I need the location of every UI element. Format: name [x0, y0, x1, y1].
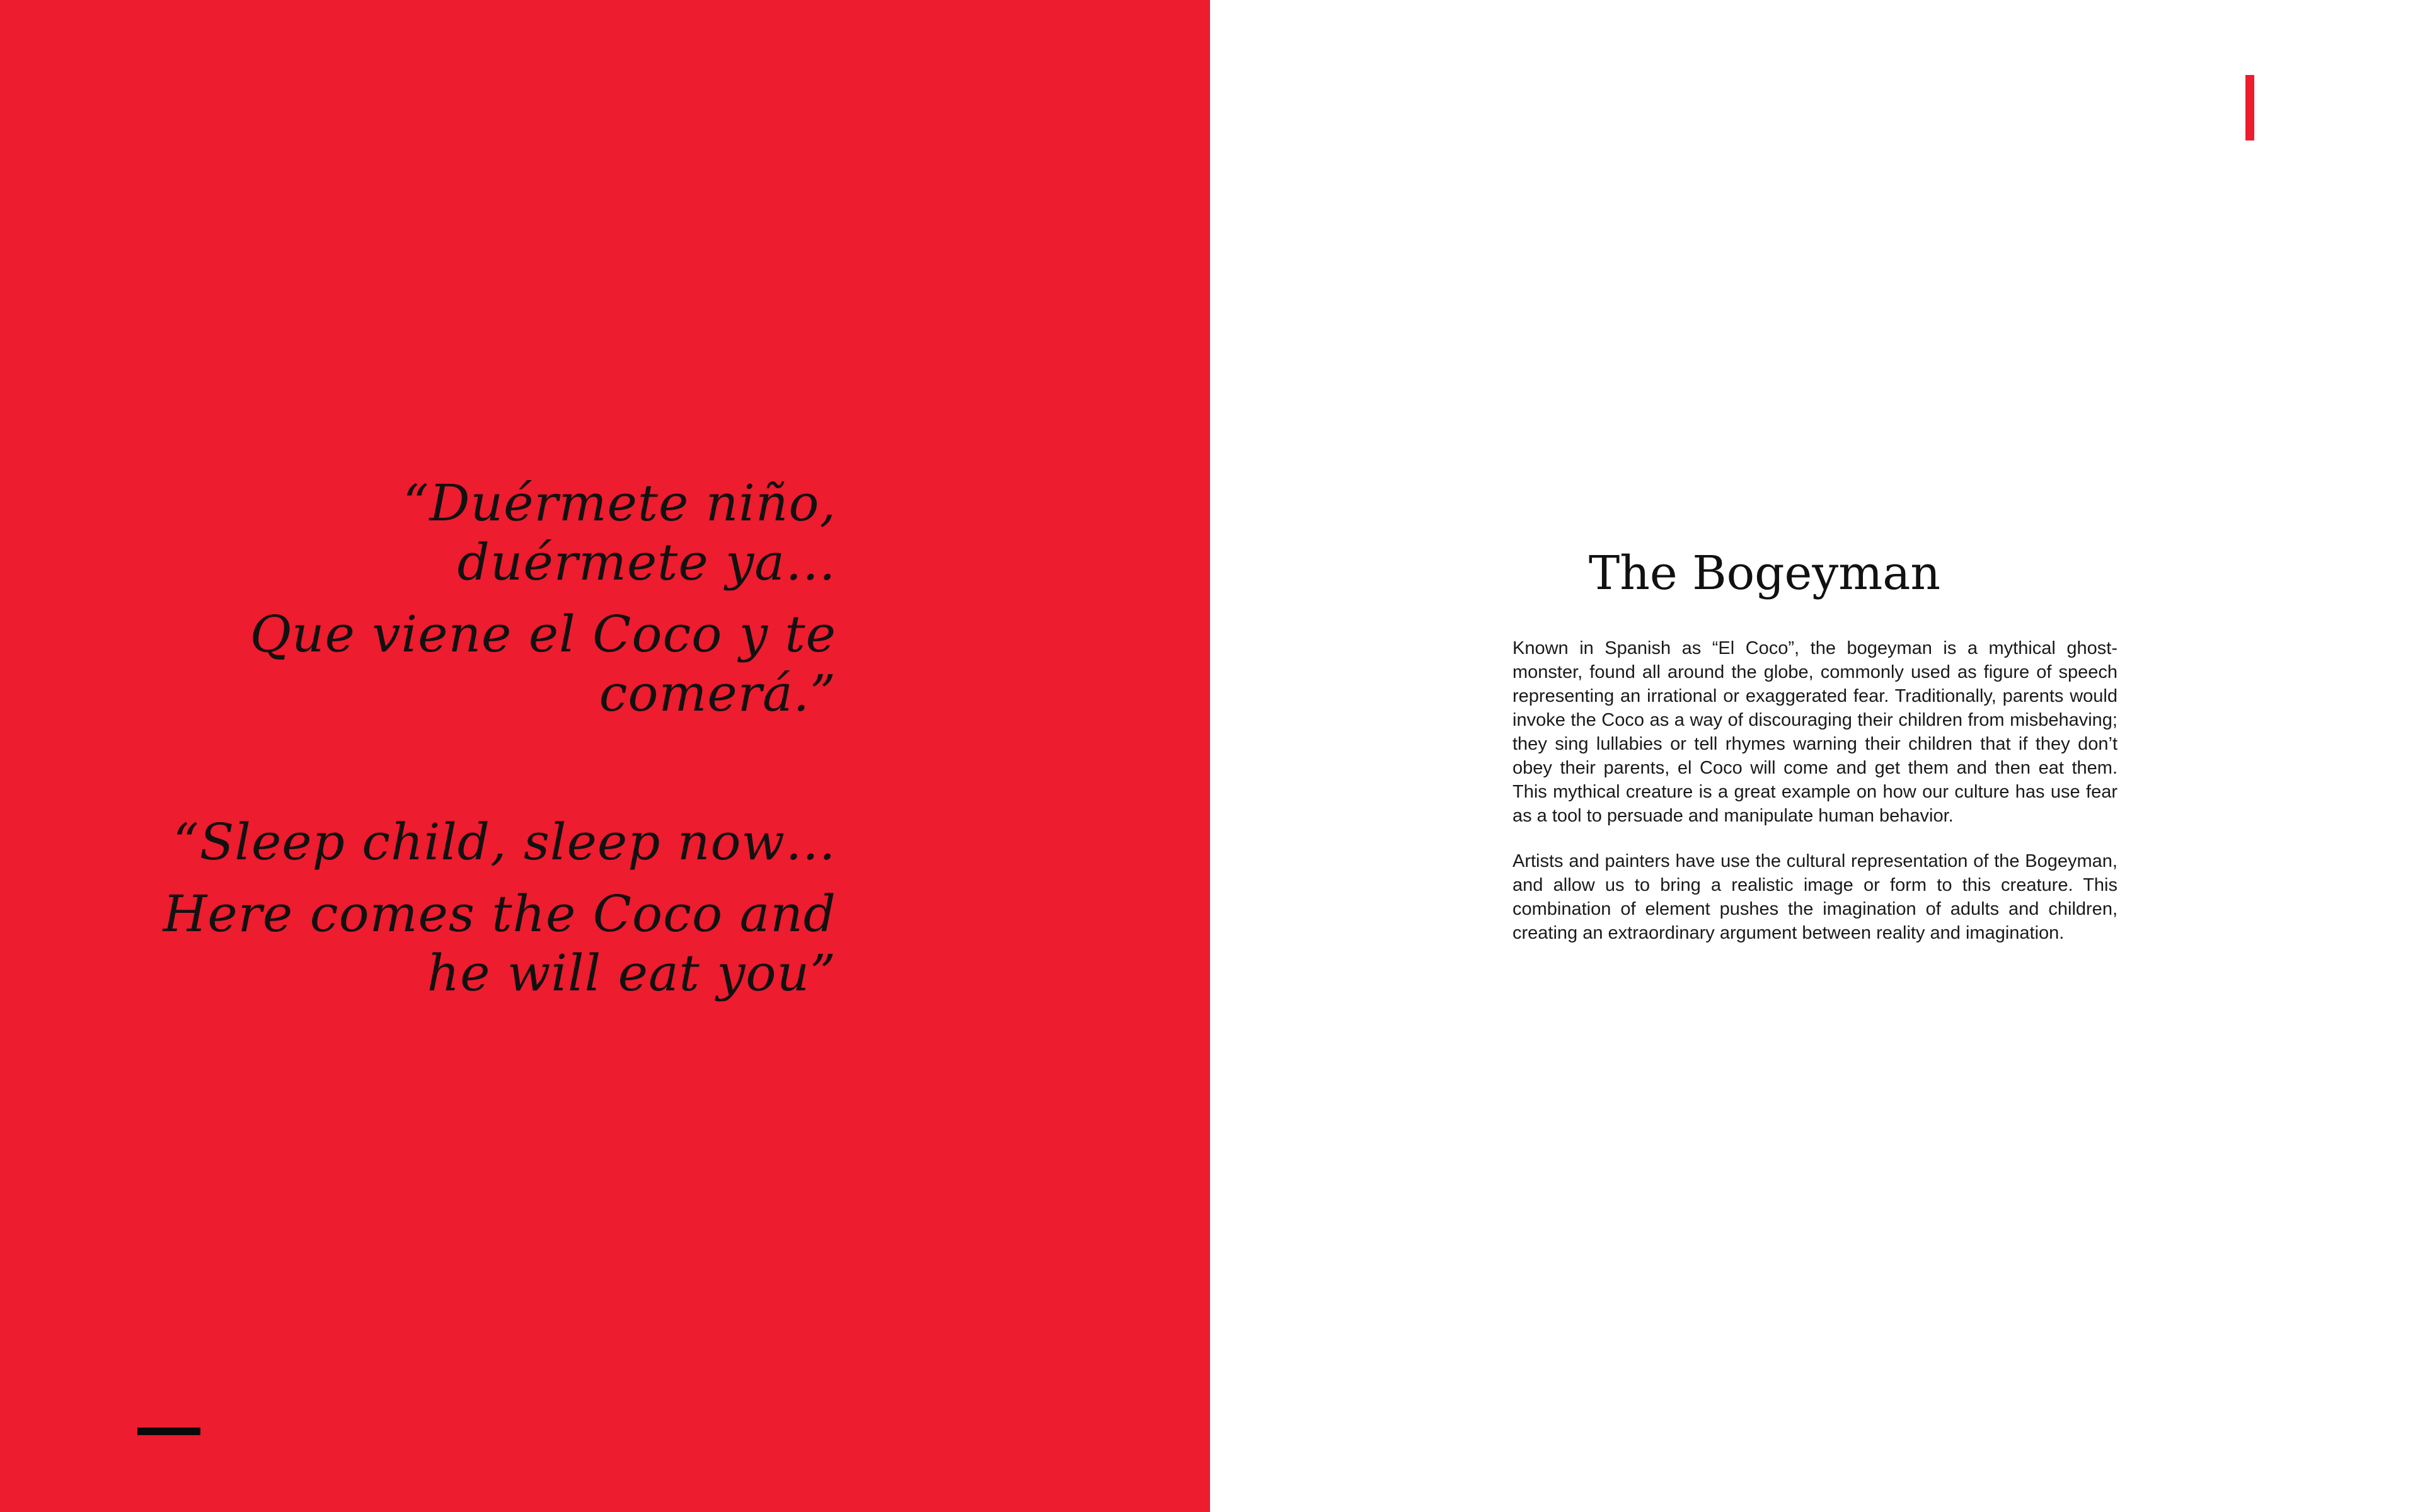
- quote-line: “Duérmete niño,: [403, 474, 836, 532]
- spanish-quote: [49, 474, 836, 723]
- quote-line: he will eat you”: [427, 944, 836, 1002]
- paragraph: Artists and painters have use the cultural representation of the Bogeyman, and allow us to bring a realistic image or form to this creature. This combination of element pushes the imagination of adults and children, creating an extraordinary argument between reality and imagination.: [1512, 851, 2118, 943]
- english-quote: [49, 813, 836, 1003]
- page-title: The Bogeyman: [1588, 546, 1941, 600]
- quote-line: duérmete ya…: [457, 533, 836, 592]
- right-page: [1210, 0, 2420, 1512]
- quote-line: comerá.”: [599, 664, 836, 723]
- quote-line: “Sleep child, sleep now…: [173, 813, 836, 871]
- page-marker-bar: [137, 1428, 200, 1435]
- quote-line: Here comes the Coco and: [163, 885, 836, 943]
- accent-bar: [2245, 75, 2254, 140]
- paragraph: Known in Spanish as “El Coco”, the bogeyman is a mythical ghost-monster, found all around the globe, commonly used as figure of speech representing an irrational or exaggerated fear. Traditionally, parents would invoke the Coco as a way of discouraging their children from misbehaving; they sing lullabies or tell rhymes warning their children that if they don’t obey their parents, el Coco will come and get them and then eat them. This mythical creature is a great example on how our culture has use fear as a tool to persuade and manipulate human behavior.: [1512, 638, 2118, 826]
- quote-line: Que viene el Coco y te: [250, 605, 836, 663]
- article-body: [1512, 636, 2118, 966]
